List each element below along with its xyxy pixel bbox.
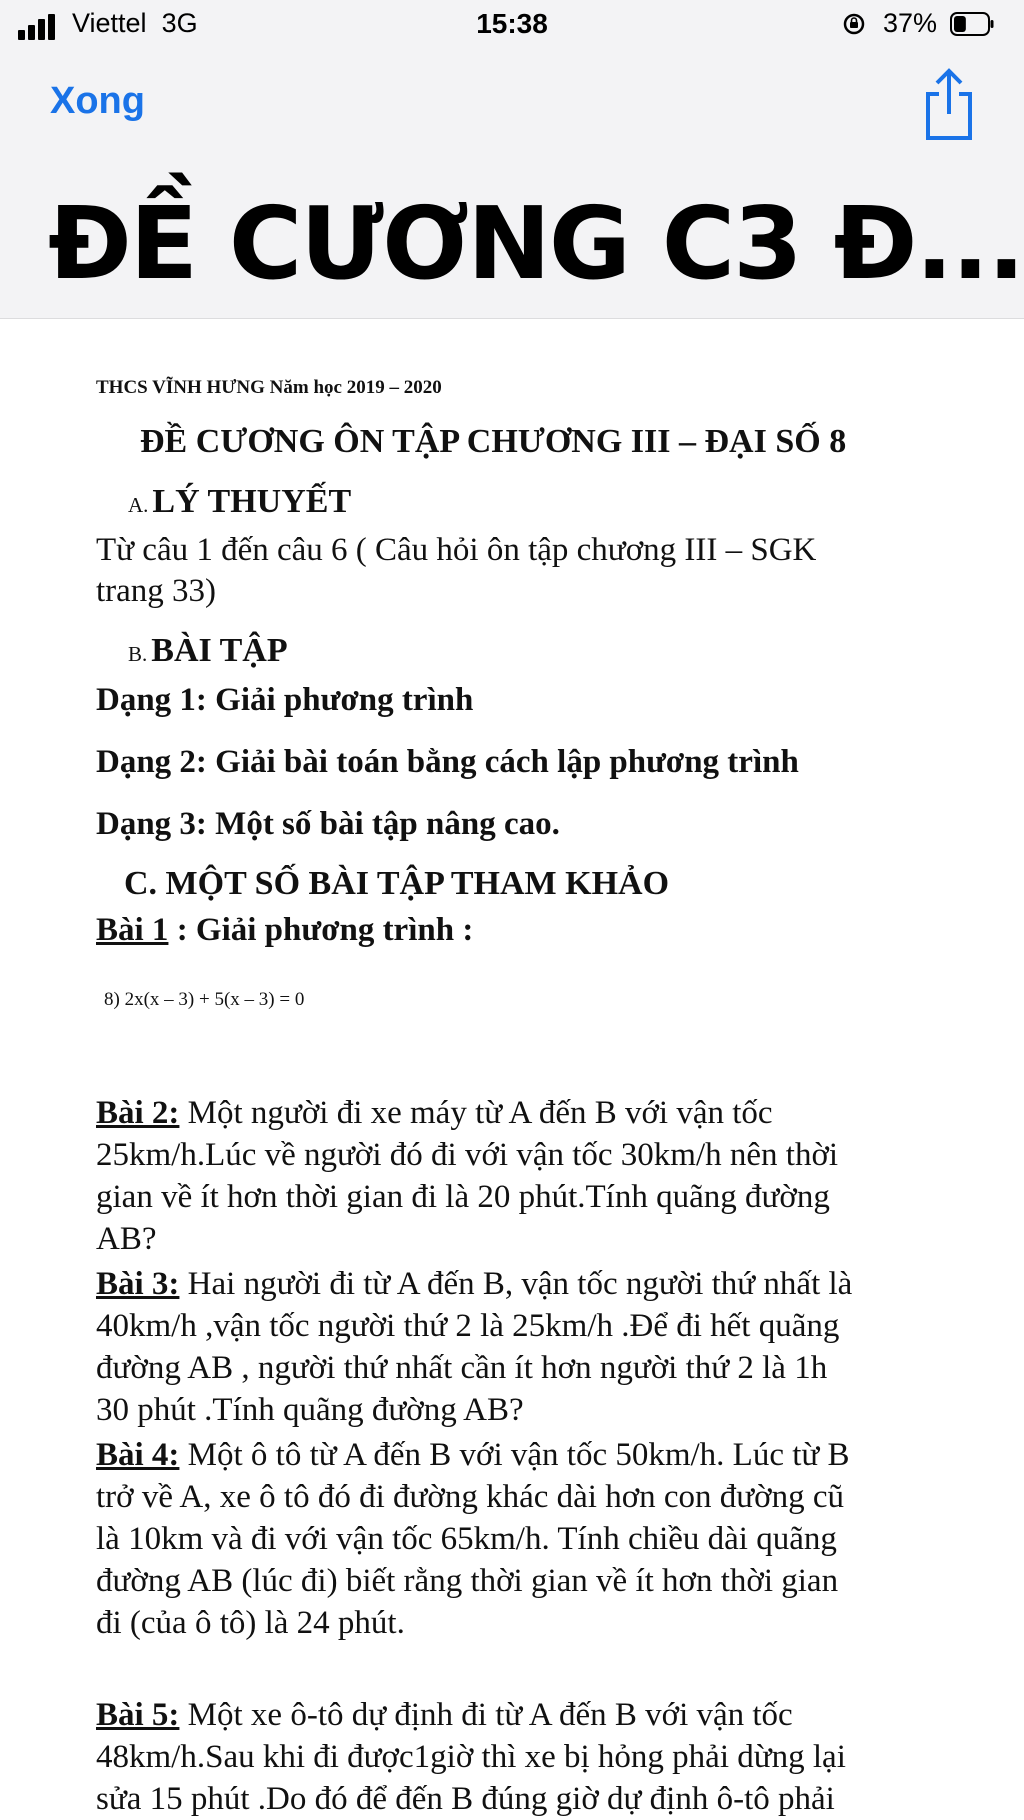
exercise-line: đường AB (lúc đi) biết rằng thời gian về ít hơn thời gian xyxy=(96,1563,839,1599)
app-header xyxy=(0,0,1024,319)
section-b-prefix: B. xyxy=(128,642,148,666)
exercise-line: 30 phút .Tính quãng đường AB? xyxy=(96,1392,524,1428)
exercise-line: AB? xyxy=(96,1221,157,1257)
section-a-title: LÝ THUYẾT xyxy=(152,483,352,520)
main-title: ĐỀ CƯƠNG ÔN TẬP CHƯƠNG III – ĐẠI SỐ 8 xyxy=(140,423,847,460)
theory-line: Từ câu 1 đến câu 6 ( Câu hỏi ôn tập chương III – SGK xyxy=(96,532,817,568)
exercise-line: đi (của ô tô) là 24 phút. xyxy=(96,1605,405,1641)
orientation-lock-icon xyxy=(843,13,865,35)
exercise-2: Bài 2: Một người đi xe máy từ A đến B với vận tốc xyxy=(96,1095,773,1131)
section-b-title: BÀI TẬP xyxy=(151,632,288,669)
equation: 8) 2x(x – 3) + 5(x – 3) = 0 xyxy=(104,989,305,1010)
exercise-5: Bài 5: Một xe ô-tô dự định đi từ A đến B với vận tốc xyxy=(96,1697,793,1733)
exercise-line: 25km/h.Lúc về người đó đi với vận tốc 30km/h nên thời xyxy=(96,1137,839,1173)
clock: 15:38 xyxy=(476,8,548,39)
done-button[interactable]: Xong xyxy=(50,80,145,122)
network-type: 3G xyxy=(161,8,198,38)
exercise-label: Bài 5: xyxy=(96,1697,180,1733)
section-c-heading: C. MỘT SỐ BÀI TẬP THAM KHẢO xyxy=(124,865,670,902)
exercise-line: trở về A, xe ô tô đó đi đường khác dài hơn con đường cũ xyxy=(96,1479,845,1515)
document-content[interactable] xyxy=(0,319,1024,1820)
exercise-line: sửa 15 phút .Do đó để đến B đúng giờ dự định ô-tô phải xyxy=(96,1781,835,1817)
share-icon[interactable] xyxy=(922,68,976,142)
exercise-line: là 10km và đi với vận tốc 65km/h. Tính chiều dài quãng xyxy=(96,1521,837,1557)
exercise-label: Bài 1 xyxy=(96,912,169,948)
carrier-label: Viettel 3G xyxy=(72,8,198,38)
exercise-line: đường AB , người thứ nhất cần ít hơn người thứ 2 là 1h xyxy=(96,1350,828,1386)
exercise-1: Bài 1 : Giải phương trình : xyxy=(96,912,474,948)
battery-percent: 37% xyxy=(883,8,938,38)
section-b-heading xyxy=(128,632,288,670)
exercise-line: 48km/h.Sau khi đi được1giờ thì xe bị hỏng phải dừng lại xyxy=(96,1739,846,1775)
exercise-4: Bài 4: Một ô tô từ A đến B với vận tốc 50km/h. Lúc từ B xyxy=(96,1437,850,1473)
document-title: ĐỀ CƯƠNG C3 Đ... xyxy=(48,185,1024,302)
type-item: Dạng 1: Giải phương trình xyxy=(96,682,474,718)
exercise-label: Bài 2: xyxy=(96,1095,180,1131)
type-item: Dạng 2: Giải bài toán bằng cách lập phương trình xyxy=(96,744,799,780)
exercise-line: gian về ít hơn thời gian đi là 20 phút.Tính quãng đường xyxy=(96,1179,830,1215)
theory-line: trang 33) xyxy=(96,573,217,609)
exercise-3: Bài 3: Hai người đi từ A đến B, vận tốc người thứ nhất là xyxy=(96,1266,853,1302)
section-a-prefix: A. xyxy=(128,493,149,517)
battery-icon xyxy=(950,12,994,36)
type-item: Dạng 3: Một số bài tập nâng cao. xyxy=(96,806,560,842)
school-line: THCS VĨNH HƯNG Năm học 2019 – 2020 xyxy=(96,377,442,398)
exercise-label: Bài 3: xyxy=(96,1266,180,1302)
exercise-line: 40km/h ,vận tốc người thứ 2 là 25km/h .Để đi hết quãng xyxy=(96,1308,840,1344)
section-a-heading xyxy=(128,483,351,521)
exercise-label: Bài 4: xyxy=(96,1437,180,1473)
